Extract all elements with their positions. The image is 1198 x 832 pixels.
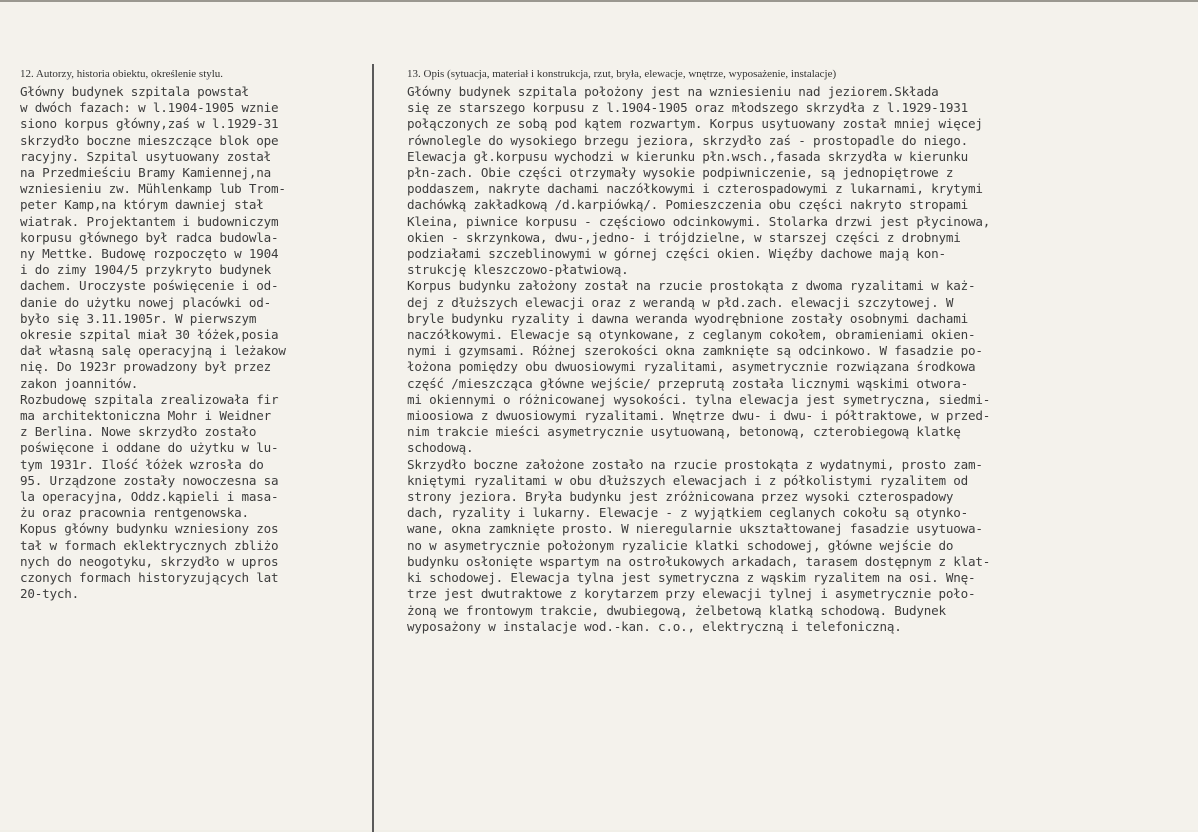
text-line: budynku osłonięte wspartym na ostrołukowych arkadach, tarasem dostępnym z klat-: [407, 553, 991, 569]
text-line: strony jeziora. Bryła budynku jest zróżnicowana przez wysoki czterospadowy: [407, 489, 954, 505]
text-line: poświęcone i oddane do użytku w lu-: [20, 440, 279, 456]
text-line: z Berlina. Nowe skrzydło zostało: [20, 424, 257, 440]
text-line: 20-tych.: [20, 586, 80, 602]
text-line: Skrzydło boczne założone zostało na rzucie prostokąta z wydatnymi, prosto zam-: [407, 456, 983, 472]
section-12-text: [20, 84, 372, 603]
text-line: Korpus budynku założony został na rzucie prostokąta z dwoma ryzalitami w każ-: [407, 278, 976, 294]
text-line: płn-zach. Obie części otrzymały wysokie podpiwniczenie, są jednopiętrowe z: [407, 165, 954, 181]
text-line: nię. Do 1923r prowadzony był przez: [20, 359, 271, 375]
text-line: Kopus główny budynku wzniesiony zos: [20, 521, 279, 537]
text-line: nymi i gzymsami. Różnej szerokości okna zamknięte są odcinkowo. W fasadzie po-: [407, 343, 983, 359]
text-line: Elewacja gł.korpusu wychodzi w kierunku płn.wsch.,fasada skrzydła w kierunku: [407, 148, 969, 164]
text-line: równolegle do wysokiego brzegu jeziora, skrzydło zaś - prostopadle do niego.: [407, 132, 969, 148]
text-line: Główny budynek szpitala położony jest na wzniesieniu nad jeziorem.Składa: [407, 84, 939, 99]
text-line: strukcję kleszczowo-płatwiową.: [407, 262, 629, 278]
section-12-heading: 12. Autorzy, historia obiektu, określenie stylu.: [20, 68, 224, 80]
section-13-heading: 13. Opis (sytuacja, materiał i konstrukcja, rzut, bryła, elewacje, wnętrze, wyposażenie, instalacje): [407, 68, 837, 80]
text-line: dał własną salę operacyjną i leżakow: [20, 343, 286, 359]
text-line: i do zimy 1904/5 przykryto budynek: [20, 262, 271, 278]
text-line: skrzydło boczne mieszczące blok ope: [20, 132, 279, 148]
text-line: się ze starszego korpusu z l.1904-1905 oraz młodszego skrzydła z l.1929-1931: [407, 100, 969, 116]
text-line: poddaszem, nakryte dachami naczółkowymi i czterospadowymi z lukarnami, krytymi: [407, 181, 983, 197]
text-line: nim trakcie mieści asymetrycznie usytuowaną, betonową, czterobiegową klatkę: [407, 424, 961, 440]
text-line: schodową.: [407, 440, 474, 456]
text-line: wzniesieniu zw. Mühlenkamp lub Trom-: [20, 181, 286, 197]
text-line: danie do użytku nowej placówki od-: [20, 294, 271, 310]
text-line: dachem. Uroczyste poświęcenie i od-: [20, 278, 279, 294]
text-line: naczółkowymi. Elewacje są otynkowane, z ceglanym cokołem, obramieniami okien-: [407, 327, 976, 343]
text-line: korpusu głównego był radca budowla-: [20, 229, 279, 245]
text-line: podziałami szczeblinowymi w górnej części okien. Więźby dachowe mają kon-: [407, 246, 946, 262]
text-line: 95. Urządzone zostały nowoczesna sa: [20, 472, 279, 488]
text-line: no w asymetrycznie położonym ryzalicie klatki schodowej, główne wejście do: [407, 537, 954, 553]
text-line: na Przedmieściu Bramy Kamiennej,na: [20, 165, 271, 181]
text-line: ma architektoniczna Mohr i Weidner: [20, 408, 271, 424]
text-line: siono korpus główny,zaś w l.1929-31: [20, 116, 279, 132]
text-line: racyjny. Szpital usytuowany został: [20, 148, 271, 164]
text-line: wyposażony w instalacje wod.-kan. c.o., elektryczną i telefoniczną.: [407, 618, 902, 634]
text-line: łożona pomiędzy obu dwuosiowymi ryzalitami, asymetrycznie rozwiązana środkowa: [407, 359, 976, 375]
text-line: peter Kamp,na którym dawniej stał: [20, 197, 264, 213]
text-line: dachówką zakładkową /d.karpiówką/. Pomieszczenia obu części nakryto stropami: [407, 197, 969, 213]
text-line: ny Mettke. Budowę rozpoczęto w 1904: [20, 246, 279, 262]
text-line: ki schodowej. Elewacja tylna jest symetryczna z wąskim ryzalitem na osi. Wnę-: [407, 570, 976, 586]
text-line: tał w formach eklektrycznych zbliżo: [20, 537, 279, 553]
text-line: połączonych ze sobą pod kątem rozwartym. Korpus usytuowany został mniej więcej: [407, 116, 983, 132]
text-line: żoną we frontowym trakcie, dwubiegową, żelbetową klatką schodową. Budynek: [407, 602, 946, 618]
text-line: tym 1931r. Ilość łóżek wzrosła do: [20, 456, 264, 472]
text-line: część /mieszcząca główne wejście/ przeprutą została licznymi wąskimi otwora-: [407, 375, 969, 391]
text-line: trze jest dwutraktowe z korytarzem przy elewacji tylnej i asymetrycznie poło-: [407, 586, 976, 602]
text-line: Rozbudowę szpitala zrealizowała fir: [20, 391, 279, 407]
text-line: wane, okna zamknięte prosto. W nieregularnie ukształtowanej fasadzie usytuowa-: [407, 521, 983, 537]
text-line: mi okiennymi o różnicowanej wysokości. tylna elewacja jest symetryczna, siedmi-: [407, 391, 991, 407]
text-line: dej z dłuższych elewacji oraz z werandą w płd.zach. elewacji szczytowej. W: [407, 294, 954, 310]
text-line: w dwóch fazach: w l.1904-1905 wznie: [20, 100, 279, 116]
text-line: mioosiowa z dwuosiowymi ryzalitami. Wnętrze dwu- i dwu- i półtraktowe, w przed-: [407, 408, 991, 424]
text-line: kniętymi ryzalitami w obu dłuższych elewacjach i z półkolistymi ryzalitem od: [407, 472, 969, 488]
text-line: wiatrak. Projektantem i budowniczym: [20, 213, 279, 229]
text-line: czonych formach historyzujących lat: [20, 570, 279, 586]
section-13-text: [407, 84, 1195, 635]
column-divider: [372, 64, 374, 832]
text-line: okresie szpital miał 30 łóżek,posia: [20, 327, 279, 343]
text-line: nych do neogotyku, skrzydło w upros: [20, 553, 279, 569]
text-line: było się 3.11.1905r. W pierwszym: [20, 310, 257, 326]
text-line: okien - skrzynkowa, dwu-,jedno- i trójdzielne, w starszej części z drobnymi: [407, 229, 961, 245]
text-line: dach, ryzality i lukarny. Elewacje - z wyjątkiem ceglanych cokołu są otynko-: [407, 505, 969, 521]
text-line: Główny budynek szpitala powstał: [20, 84, 249, 99]
text-line: la operacyjna, Oddz.kąpieli i masa-: [20, 489, 279, 505]
text-line: bryle budynku ryzality i dawna weranda wyodrębnione zostały osobnymi dachami: [407, 310, 969, 326]
text-line: zakon joannitów.: [20, 375, 139, 391]
text-line: żu oraz pracownia rentgenowska.: [20, 505, 249, 521]
text-line: Kleina, piwnice korpusu - częściowo odcinkowymi. Stolarka drzwi jest płycinowa,: [407, 213, 991, 229]
